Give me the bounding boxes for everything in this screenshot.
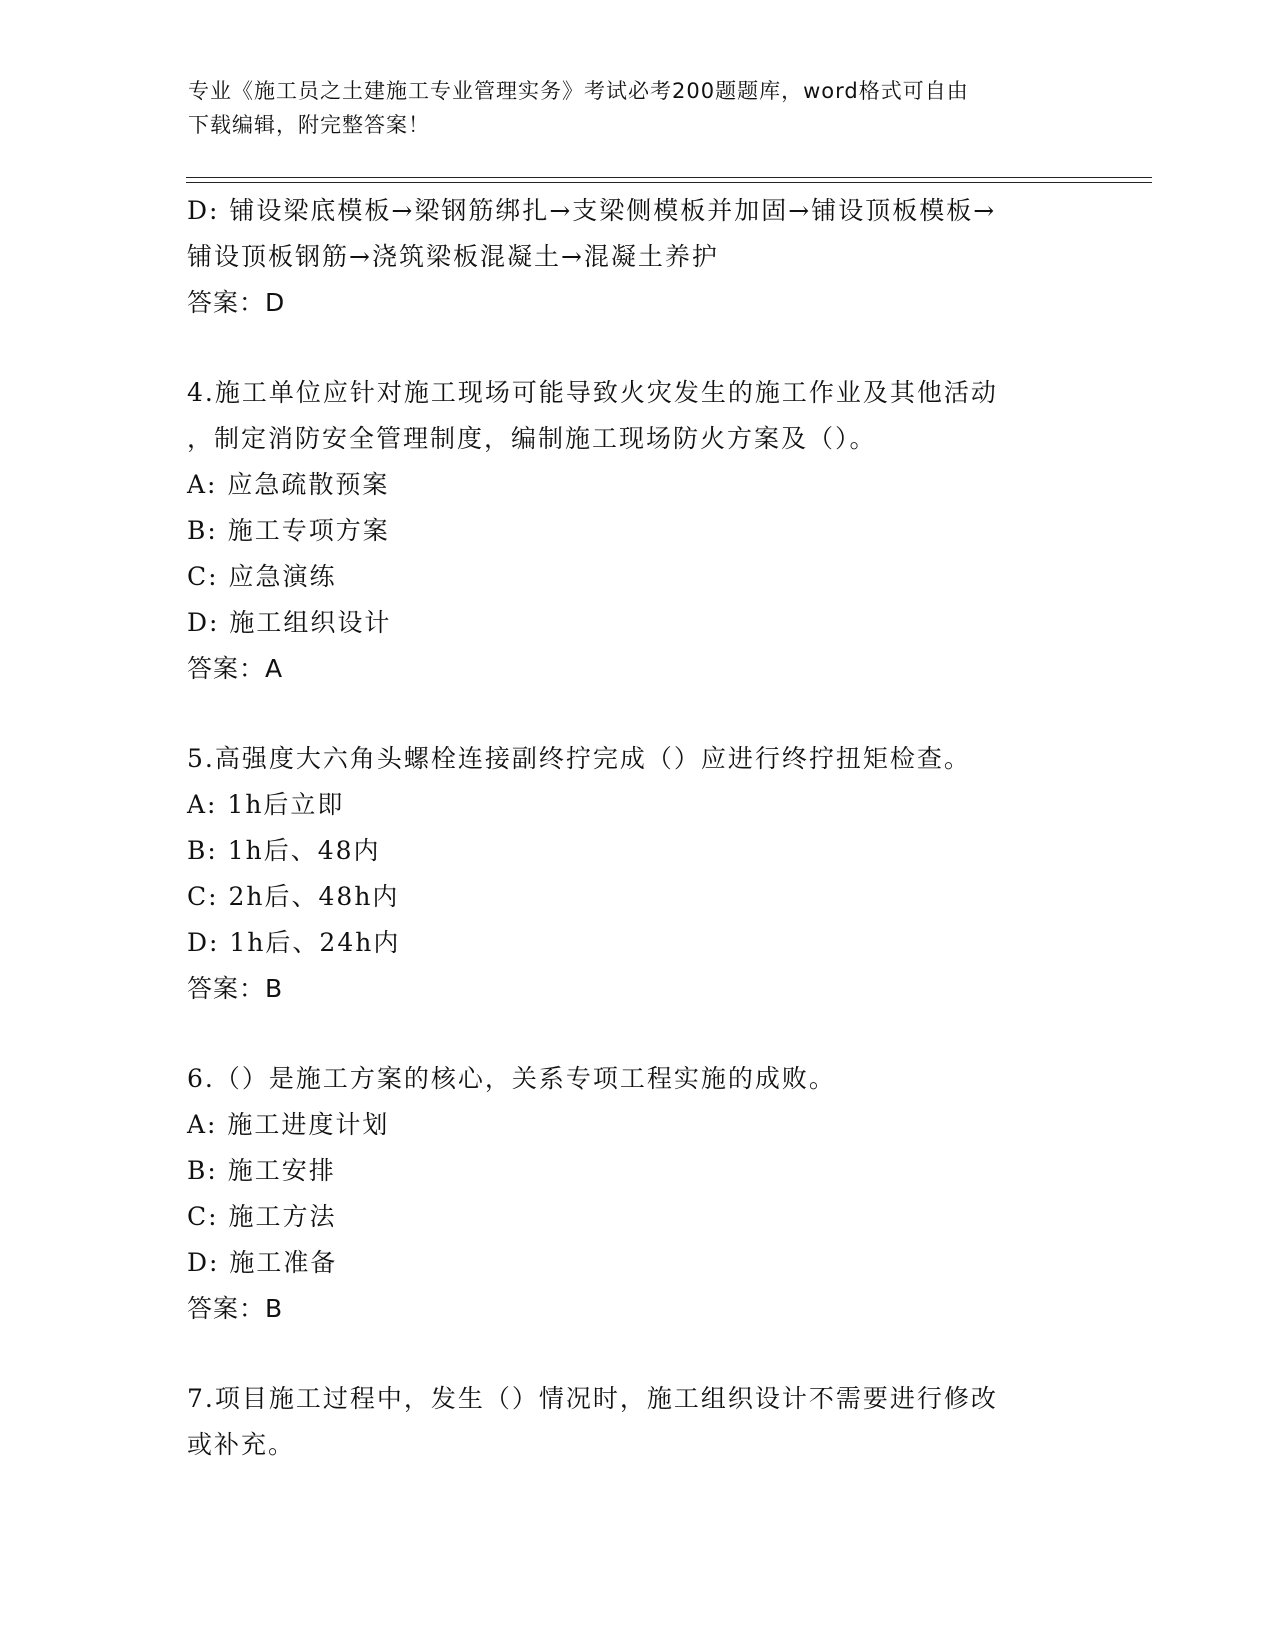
- question-6: [187, 1056, 1067, 1332]
- option-a: A: 应急疏散预案: [187, 470, 390, 499]
- spacer: [187, 1332, 1067, 1376]
- question-stem-line-1: 7.项目施工过程中，发生（）情况时，施工组织设计不需要进行修改: [187, 1384, 998, 1413]
- option-b: B: 1h后、48内: [187, 836, 381, 865]
- option-a: A: 1h后立即: [187, 790, 345, 819]
- header-line-1: 专业《施工员之土建施工专业管理实务》考试必考200题题库，word格式可自由: [188, 79, 969, 103]
- question-7: [187, 1376, 1067, 1468]
- spacer: [187, 1012, 1067, 1056]
- header-divider-bottom: [186, 182, 1152, 183]
- option-d: D: 施工准备: [187, 1248, 338, 1277]
- question-stem-line-1: 6.（）是施工方案的核心，关系专项工程实施的成败。: [187, 1064, 836, 1093]
- spacer: [187, 326, 1067, 370]
- option-d: D: 施工组织设计: [187, 608, 392, 637]
- question-stem-line-2: ，制定消防安全管理制度，编制施工现场防火方案及（）。: [187, 424, 877, 453]
- option-d-line-1: D: 铺设梁底模板→梁钢筋绑扎→支梁侧模板并加固→铺设顶板模板→: [187, 196, 997, 225]
- question-4: [187, 370, 1067, 692]
- option-b: B: 施工专项方案: [187, 516, 390, 545]
- question-5: [187, 736, 1067, 1012]
- question-3-continuation: [187, 188, 1067, 326]
- option-c: C: 应急演练: [187, 562, 337, 591]
- question-stem-line-1: 4.施工单位应针对施工现场可能导致火灾发生的施工作业及其他活动: [187, 378, 998, 407]
- option-c: C: 2h后、48h内: [187, 882, 400, 911]
- answer-line: 答案：B: [187, 1294, 284, 1323]
- option-d: D: 1h后、24h内: [187, 928, 401, 957]
- document-header: [188, 74, 1068, 142]
- question-content: [187, 188, 1067, 1468]
- answer-line: 答案：B: [187, 974, 284, 1003]
- option-c: C: 施工方法: [187, 1202, 337, 1231]
- spacer: [187, 692, 1067, 736]
- option-b: B: 施工安排: [187, 1156, 336, 1185]
- option-a: A: 施工进度计划: [187, 1110, 390, 1139]
- option-d-line-2: 铺设顶板钢筋→浇筑梁板混凝土→混凝土养护: [187, 242, 719, 271]
- header-line-2: 下载编辑，附完整答案！: [188, 113, 430, 137]
- question-stem-line-2: 或补充。: [187, 1430, 296, 1459]
- header-divider-top: [186, 177, 1152, 178]
- answer-line: 答案：D: [187, 288, 286, 317]
- answer-line: 答案：A: [187, 654, 284, 683]
- question-stem-line-1: 5.高强度大六角头螺栓连接副终拧完成（）应进行终拧扭矩检查。: [187, 744, 971, 773]
